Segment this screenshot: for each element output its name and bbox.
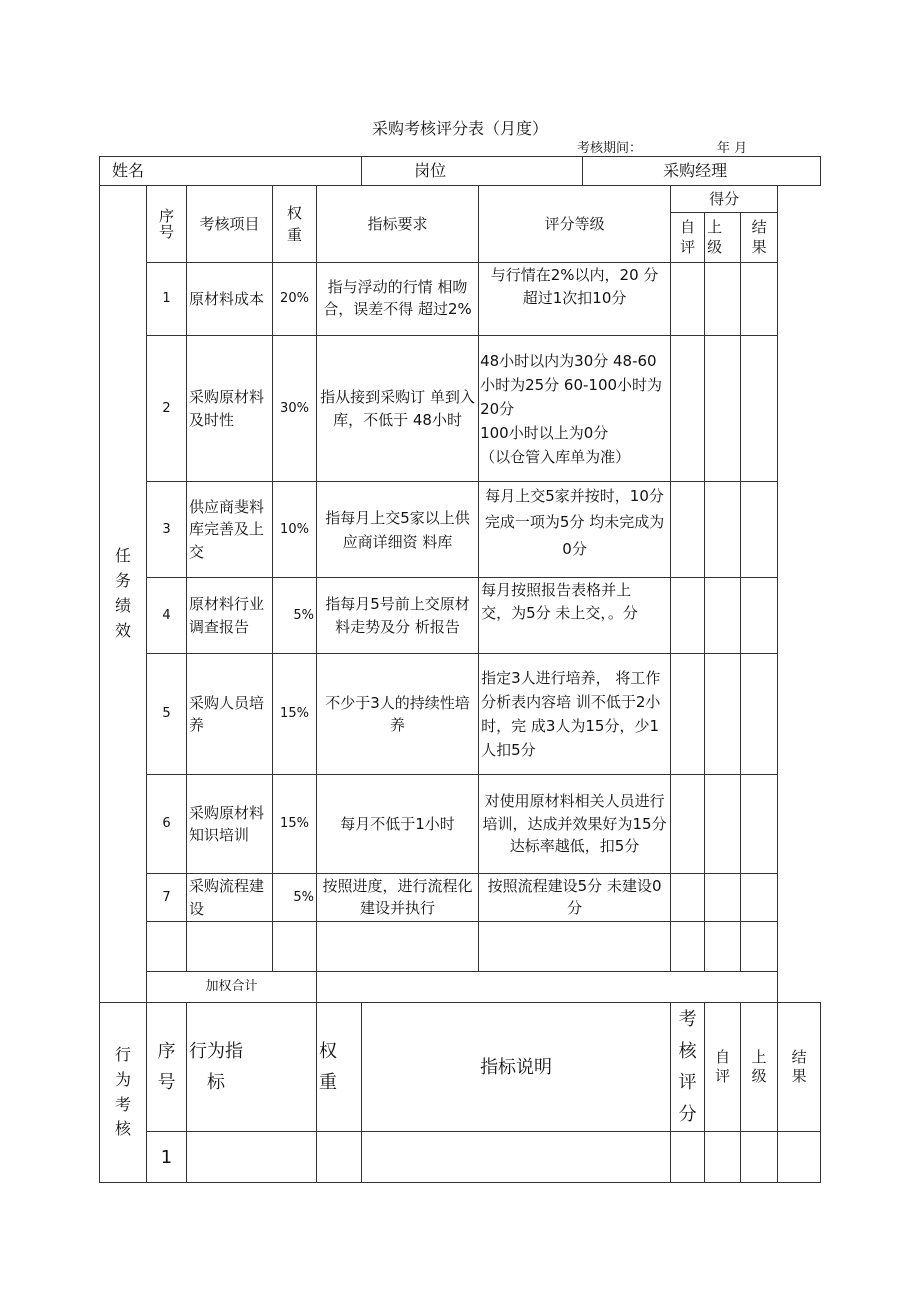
col-weight: 权 重	[273, 186, 317, 263]
row-seq: 3	[147, 482, 187, 578]
row-weight: 5%	[273, 874, 317, 922]
row-weight: 15%	[273, 775, 317, 874]
row-superior-score[interactable]	[705, 482, 741, 578]
row-superior-score[interactable]	[705, 874, 741, 922]
row-seq: 7	[147, 874, 187, 922]
row-result-score[interactable]	[741, 263, 778, 336]
behavior-col-description: 指标说明	[362, 1003, 671, 1132]
behavior-row-self[interactable]	[705, 1132, 741, 1183]
empty-task-row	[100, 922, 821, 972]
position-label: 岗位	[362, 157, 583, 186]
row-weight: 30%	[273, 336, 317, 482]
row-requirement: 指每月上交5家以上供应商详细资 料库	[317, 482, 479, 578]
behavior-row	[100, 1132, 821, 1183]
row-superior-score[interactable]	[705, 336, 741, 482]
position-value: 采购经理	[583, 157, 821, 186]
row-superior-score[interactable]	[705, 775, 741, 874]
row-requirement: 不少于3人的持续性培养	[317, 654, 479, 775]
behavior-row-seq: 1	[147, 1132, 187, 1183]
row-item: 采购人员培养	[187, 654, 273, 775]
row-self-score[interactable]	[671, 336, 705, 482]
col-requirement: 指标要求	[317, 186, 479, 263]
behavior-col-weight: 权 重	[317, 1003, 362, 1132]
row-weight: 10%	[273, 482, 317, 578]
behavior-row-indicator[interactable]	[187, 1132, 317, 1183]
col-self: 自 评	[671, 213, 705, 263]
row-grading: 与行情在2%以内，20 分 超过1次扣10分	[479, 263, 671, 336]
row-superior-score[interactable]	[705, 654, 741, 775]
row-self-score[interactable]	[671, 775, 705, 874]
col-score: 得分	[671, 186, 778, 213]
row-requirement: 指与浮动的行情 相吻合，误差不得 超过2%	[317, 263, 479, 336]
col-grading: 评分等级	[479, 186, 671, 263]
row-result-score[interactable]	[741, 482, 778, 578]
row-self-score[interactable]	[671, 482, 705, 578]
col-result: 结 果	[741, 213, 778, 263]
task-row	[100, 874, 821, 922]
behavior-col-seq: 序 号	[147, 1003, 187, 1132]
task-row	[100, 654, 821, 775]
task-column-header-row	[100, 186, 821, 213]
row-result-score[interactable]	[741, 775, 778, 874]
name-label: 姓名	[100, 157, 362, 186]
row-superior-score[interactable]	[705, 578, 741, 654]
row-grading: 对使用原材料相关人员进行培训，达成并效果好为15分 达标率越低，扣5分	[479, 775, 671, 874]
row-requirement: 每月不低于1小时	[317, 775, 479, 874]
row-grading: 每月上交5家并按时，10分 完成一项为5分 均未完成为0分	[479, 482, 671, 578]
behavior-row-grading[interactable]	[671, 1132, 705, 1183]
row-requirement: 指从接到采购订 单到入库，不低于 48小时	[317, 336, 479, 482]
row-grading: 按照流程建设5分 未建设0分	[479, 874, 671, 922]
task-row	[100, 482, 821, 578]
task-section-label: 任 务 绩 效	[100, 186, 147, 1003]
behavior-row-description[interactable]	[362, 1132, 671, 1183]
weighted-total-label: 加权合计	[147, 972, 317, 1003]
behavior-row-weight[interactable]	[317, 1132, 362, 1183]
row-item: 采购原材料知识培训	[187, 775, 273, 874]
behavior-row-superior[interactable]	[741, 1132, 778, 1183]
assessment-table	[99, 156, 821, 1183]
row-result-score[interactable]	[741, 874, 778, 922]
row-seq: 1	[147, 263, 187, 336]
col-seq: 序 号	[147, 186, 187, 263]
behavior-col-self: 自 评	[705, 1003, 741, 1132]
row-item: 原材料成本	[187, 263, 273, 336]
behavior-column-header-row	[100, 1003, 821, 1132]
task-row	[100, 578, 821, 654]
row-self-score[interactable]	[671, 263, 705, 336]
row-requirement: 指每月5号前上交原材料走势及分 析报告	[317, 578, 479, 654]
row-weight: 20%	[273, 263, 317, 336]
row-weight: 5%	[273, 578, 317, 654]
row-self-score[interactable]	[671, 578, 705, 654]
row-self-score[interactable]	[671, 654, 705, 775]
row-item: 供应商斐料库完善及上交	[187, 482, 273, 578]
row-weight: 15%	[273, 654, 317, 775]
behavior-col-superior: 上 级	[741, 1003, 778, 1132]
behavior-col-indicator: 行为指 标	[187, 1003, 317, 1132]
assessment-period	[577, 137, 747, 156]
behavior-col-grading: 考核评 分	[671, 1003, 705, 1132]
row-item: 原材料行业调查报告	[187, 578, 273, 654]
task-row	[100, 336, 821, 482]
header-row	[100, 157, 821, 186]
behavior-row-result[interactable]	[778, 1132, 821, 1183]
page-title: 采购考核评分表（月度）	[371, 119, 548, 138]
row-seq: 2	[147, 336, 187, 482]
period-year-month: 年 月	[717, 141, 748, 156]
row-result-score[interactable]	[741, 578, 778, 654]
row-item: 采购流程建设	[187, 874, 273, 922]
row-superior-score[interactable]	[705, 263, 741, 336]
row-seq: 4	[147, 578, 187, 654]
col-superior: 上 级	[705, 213, 741, 263]
task-row	[100, 775, 821, 874]
row-seq: 5	[147, 654, 187, 775]
row-seq: 6	[147, 775, 187, 874]
behavior-section-label: 行 为 考 核	[100, 1003, 147, 1183]
row-grading: 48小时以内为30分 48-60小时为25分 60-100小时为20分 100小时以上为0分 （以仓管入库单为准）	[479, 336, 671, 482]
period-label: 考核期间：	[577, 141, 643, 156]
behavior-col-result: 结 果	[778, 1003, 821, 1132]
row-requirement: 按照进度，进行流程化建设并执行	[317, 874, 479, 922]
row-grading: 每月按照报告表格并上交，为5分 未上交，。分	[479, 578, 671, 654]
col-item: 考核项目	[187, 186, 273, 263]
weighted-total-value[interactable]	[317, 972, 778, 1003]
row-self-score[interactable]	[671, 874, 705, 922]
row-result-score[interactable]	[741, 654, 778, 775]
task-row	[100, 263, 821, 336]
weighted-total-row	[100, 972, 821, 1003]
row-result-score[interactable]	[741, 336, 778, 482]
row-item: 采购原材料及时性	[187, 336, 273, 482]
row-grading: 指定3人进行培养， 将工作分析表内容培 训不低于2小时，完 成3人为15分，少1 人扣5分	[479, 654, 671, 775]
